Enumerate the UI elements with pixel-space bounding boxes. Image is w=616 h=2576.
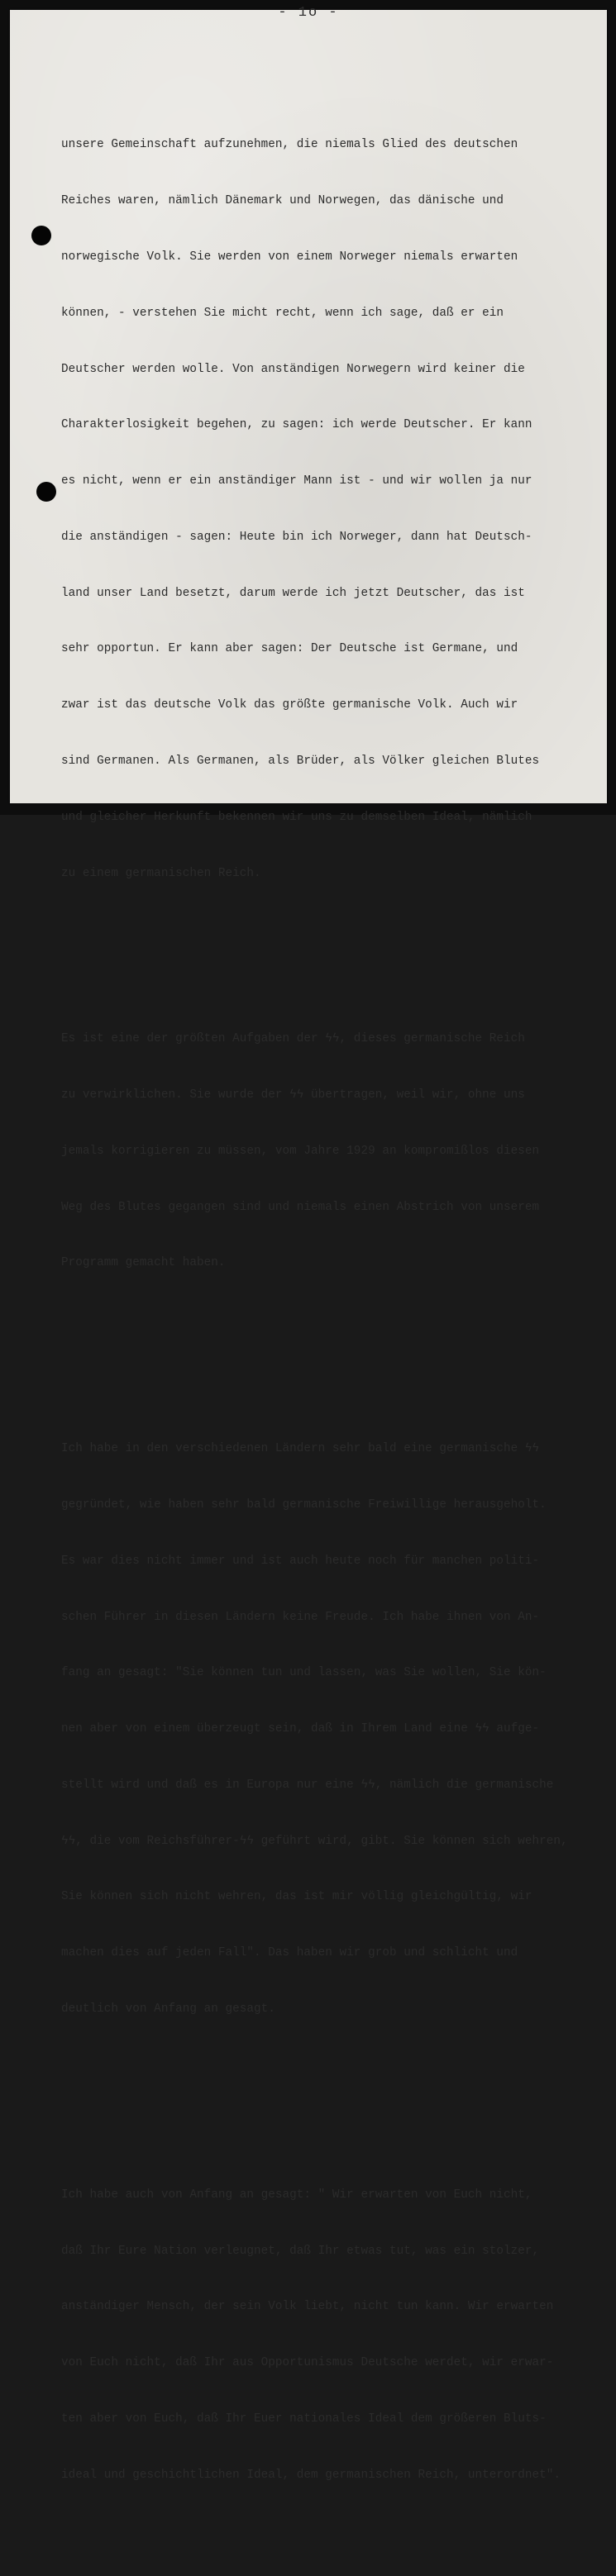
text-line: Charakterlosigkeit begehen, zu sagen: ich werde Deutscher. Er kann [61, 418, 532, 432]
text-line: von Euch nicht, daß Ihr aus Opportunismus Deutsche werdet, wir erwar- [61, 2356, 554, 2370]
text-line: deutlich von Anfang an gesagt. [61, 2002, 275, 2016]
text-line: nen aber von einem überzeugt sein, daß in Ihrem Land eine ϟϟ aufge- [61, 1722, 540, 1736]
text-line: zu verwirklichen. Sie wurde der ϟϟ übertragen, weil wir, ohne uns [61, 1088, 525, 1102]
text-line: Ich habe in den verschiedenen Ländern sehr bald eine germanische ϟϟ [61, 1442, 540, 1456]
text-line: ten aber von Euch, daß Ihr Euer nationales Ideal dem größeren Bluts- [61, 2412, 547, 2426]
paragraph-3 [61, 1402, 603, 2056]
text-line: land unser Land besetzt, darum werde ich jetzt Deutscher, das ist [61, 586, 525, 600]
text-line: ϟϟ, die vom Reichsführer-ϟϟ geführt wird, gibt. Sie können sich wehren, [61, 1834, 568, 1848]
text-line: Ich habe auch von Anfang an gesagt: " Wir erwarten von Euch nicht, [61, 2188, 532, 2202]
text-line: anständiger Mensch, der sein Volk liebt, nicht tun kann. Wir erwarten [61, 2300, 554, 2314]
text-line: Deutscher werden wolle. Von anständigen Norwegern wird keiner die [61, 362, 525, 376]
page-number: - 1o - [278, 5, 339, 21]
text-line: und gleicher Herkunft bekennen wir uns zu demselben Ideal, nämlich [61, 810, 532, 824]
paragraph-1 [61, 98, 603, 920]
text-line: sind Germanen. Als Germanen, als Brüder, als Völker gleichen Blutes [61, 754, 540, 768]
punch-hole-lower [36, 482, 56, 502]
text-line: Sie können sich nicht wehren, das ist mir völlig gleichgültig, wir [61, 1890, 532, 1904]
text-line: zwar ist das deutsche Volk das größte germanische Volk. Auch wir [61, 698, 518, 712]
text-line: Reiches waren, nämlich Dänemark und Norwegen, das dänische und [61, 194, 504, 208]
text-line: sehr opportun. Er kann aber sagen: Der Deutsche ist Germane, und [61, 642, 518, 656]
text-line: können, - verstehen Sie micht recht, wenn ich sage, daß er ein [61, 306, 504, 320]
text-line: norwegische Volk. Sie werden von einem Norweger niemals erwarten [61, 250, 518, 264]
text-line: zu einem germanischen Reich. [61, 866, 261, 880]
text-line: Programm gemacht haben. [61, 1256, 226, 1270]
paragraph-2 [61, 993, 603, 1310]
text-line: Es war dies nicht immer und ist auch heute noch für manchen politi- [61, 1554, 540, 1568]
punch-hole-upper [31, 226, 51, 245]
text-line: stellt wird und daß es in Europa nur eine ϟϟ, nämlich die germanische [61, 1778, 554, 1792]
text-line: es nicht, wenn er ein anständiger Mann ist - und wir wollen ja nur [61, 474, 532, 488]
text-line: jemals korrigieren zu müssen, vom Jahre 1929 an kompromißlos diesen [61, 1144, 540, 1158]
text-line: schen Führer in diesen Ländern keine Freude. Ich habe ihnen von An- [61, 1610, 540, 1624]
text-line: daß Ihr Eure Nation verleugnet, daß Ihr etwas tut, was ein stolzer, [61, 2244, 540, 2258]
document-body [61, 61, 603, 2576]
text-line: gegründet, wie haben sehr bald germanische Freiwillige herausgeholt. [61, 1498, 547, 1512]
text-line: unsere Gemeinschaft aufzunehmen, die niemals Glied des deutschen [61, 138, 518, 152]
paragraph-4 [61, 2149, 603, 2522]
document-page [10, 5, 607, 2482]
text-line: Weg des Blutes gegangen sind und niemals einen Abstrich von unserem [61, 1200, 540, 1214]
text-line: Es ist eine der größten Aufgaben der ϟϟ, dieses germanische Reich [61, 1032, 525, 1046]
text-line: ideal und geschichtlichen Ideal, dem germanischen Reich, unterordnet". [61, 2468, 561, 2482]
text-line: machen dies auf jeden Fall". Das haben wir grob und schlicht und [61, 1946, 518, 1960]
text-line: fang an gesagt: "Sie können tun und lassen, was Sie wollen, Sie kön- [61, 1666, 547, 1680]
text-line: die anständigen - sagen: Heute bin ich Norweger, dann hat Deutsch- [61, 530, 532, 544]
